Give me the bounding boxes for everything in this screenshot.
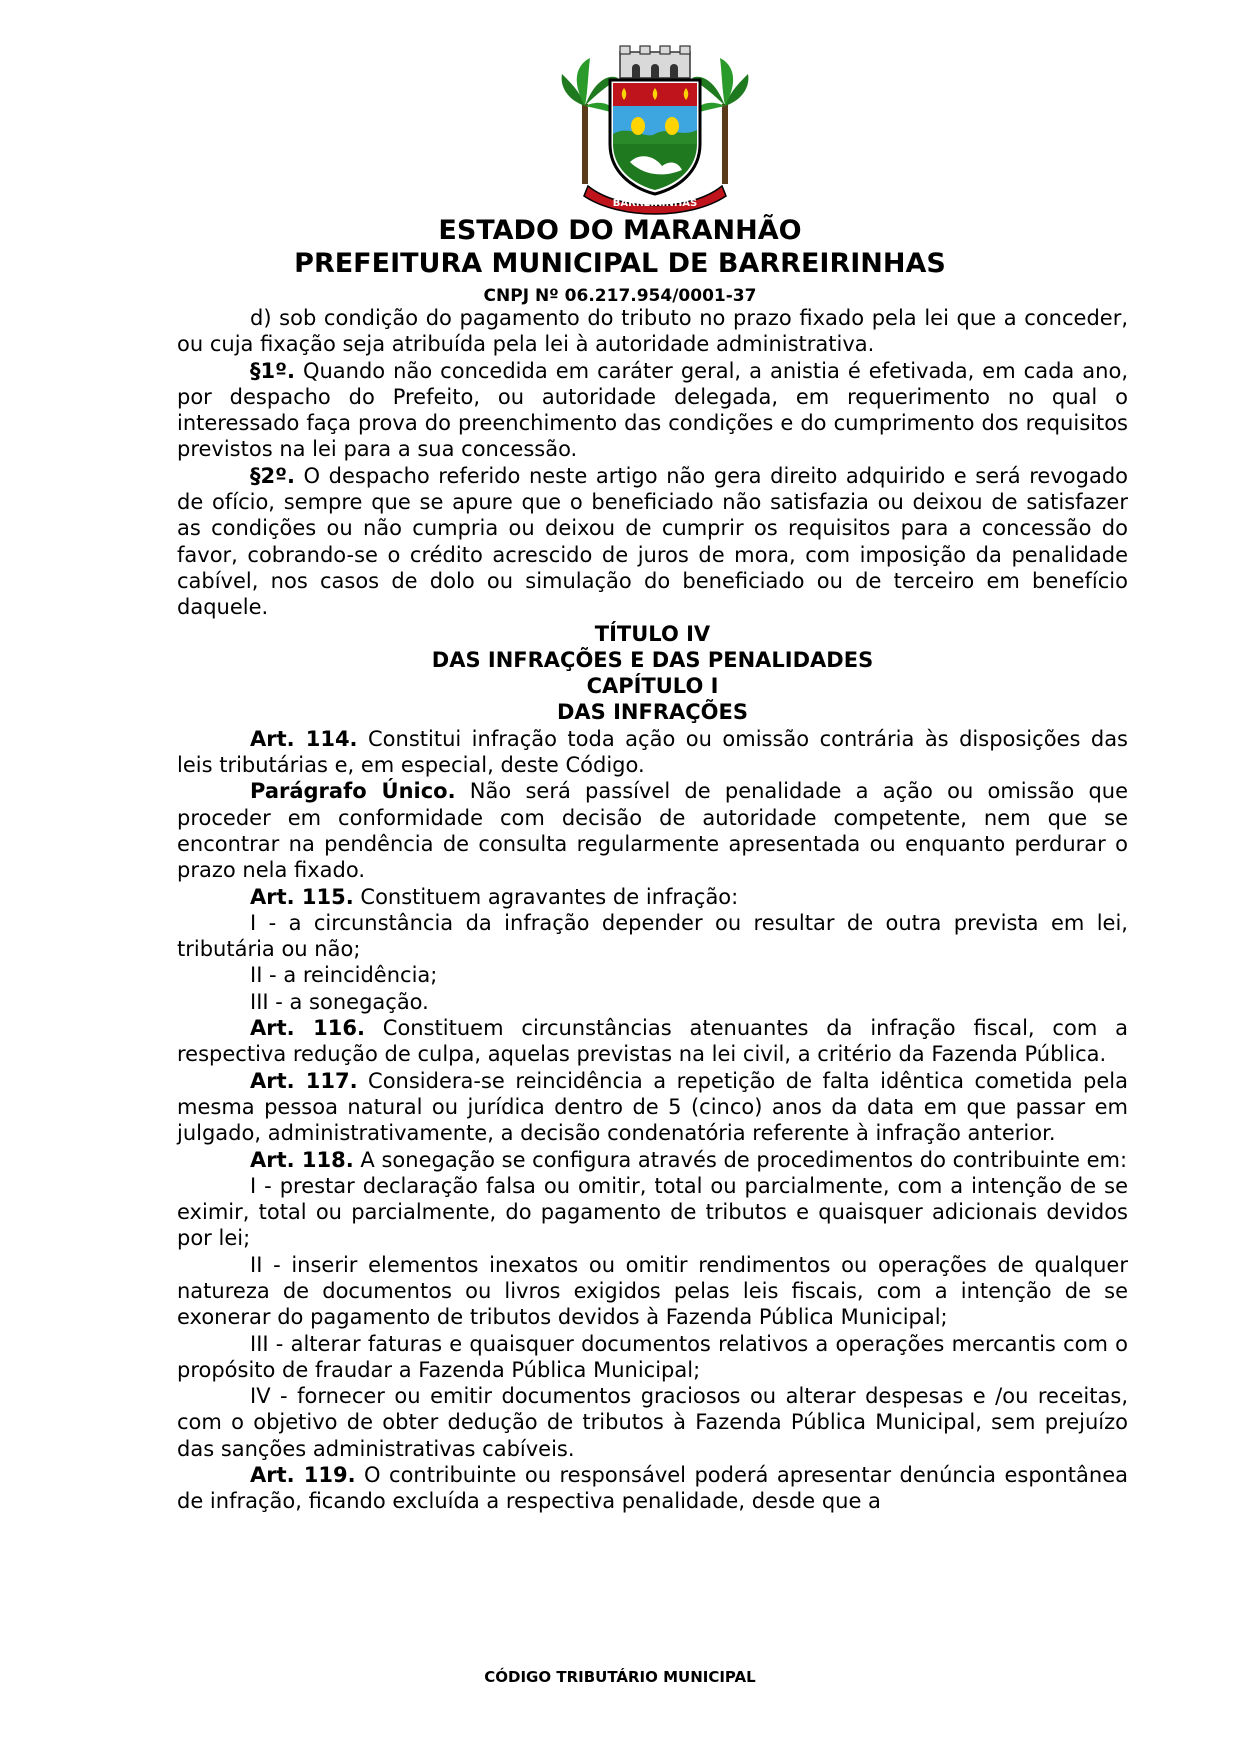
- paragraph-item-d: d) sob condição do pagamento do tributo no prazo fixado pela lei que a conceder, ou cuja fixação seja atribuída pela lei à autoridade administrativa.: [177, 306, 1128, 357]
- article-117: [177, 1068, 1128, 1147]
- art118-item-i: I - prestar declaração falsa ou omitir, total ou parcialmente, com a intenção de se eximir, total ou parcialmente, do pagamento de tributos e quaisquer adicionais devidos por lei;: [177, 1173, 1128, 1251]
- art118-item-iii: III - alterar faturas e quaisquer documentos relativos a operações mercantis com o propósito de fraudar a Fazenda Pública Municipal;: [177, 1331, 1128, 1382]
- capitulo-name-heading: DAS INFRAÇÕES: [556, 700, 748, 725]
- art115-text: Constituem agravantes de infração:: [353, 884, 739, 909]
- article-116: [177, 1015, 1128, 1068]
- crest-banner-text: BARREIRINHAS: [612, 198, 698, 209]
- municipal-coat-of-arms-icon: [560, 44, 750, 216]
- document-body: [177, 305, 1128, 1515]
- municipality-title: PREFEITURA MUNICIPAL DE BARREIRINHAS: [294, 248, 946, 279]
- art115-item-iii: III - a sonegação.: [250, 989, 429, 1014]
- titulo-name-heading: DAS INFRAÇÕES E DAS PENALIDADES: [431, 647, 874, 672]
- art118-item-ii: II - inserir elementos inexatos ou omitir rendimentos ou operações de qualquer natureza de documentos ou livros exigidos pelas leis fiscais, com a intenção de se exonerar do pagamento de tributos devidos à Fazenda Pública Municipal;: [177, 1252, 1128, 1330]
- paragrafo-unico: [177, 778, 1128, 883]
- art119-label: Art. 119.: [250, 1463, 356, 1488]
- shield: [610, 80, 700, 194]
- article-118: [177, 1147, 1128, 1173]
- art117-text: Considera-se reincidência a repetição de falta idêntica cometida pela mesma pessoa natural ou jurídica dentro de 5 (cinco) anos da data em que passar em julgado, administrativamente, a decisão condenatória referente à infração anterior.: [177, 1068, 1128, 1146]
- pu-label: Parágrafo Único.: [250, 779, 456, 804]
- art115-item-ii: II - a reincidência;: [250, 963, 438, 988]
- art117-label: Art. 117.: [250, 1068, 358, 1093]
- s2-label: §2º.: [250, 463, 295, 488]
- art114-text: Constitui infração toda ação ou omissão contrária às disposições das leis tributárias e, em especial, deste Código.: [177, 726, 1128, 778]
- art114-label: Art. 114.: [250, 726, 358, 751]
- page-footer: CÓDIGO TRIBUTÁRIO MUNICIPAL: [484, 1668, 756, 1686]
- art118-item-iv: IV - fornecer ou emitir documentos graciosos ou alterar despesas e /ou receitas, com o objetivo de obter dedução de tributos à Fazenda Pública Municipal, sem prejuízo das sanções administrativas cabíveis.: [177, 1384, 1128, 1461]
- s2-text: O despacho referido neste artigo não gera direito adquirido e será revogado de ofício, sempre que se apure que o beneficiado não satisfazia ou deixou de satisfazer as condições ou não cumpria ou deixou de cumprir os requisitos para a concessão do favor, cobrando-se o crédito acrescido de juros de mora, com imposição da penalidade cabível, nos casos de dolo ou simulação do beneficiado ou de terceiro em benefício daquele.: [177, 463, 1128, 620]
- article-119: [177, 1462, 1128, 1515]
- paragraph-s2: [177, 463, 1128, 621]
- art116-text: Constituem circunstâncias atenuantes da infração fiscal, com a respectiva redução de culpa, aquelas previstas na lei civil, a critério da Fazenda Pública.: [177, 1016, 1129, 1067]
- art116-label: Art. 116.: [250, 1016, 365, 1041]
- pu-text: Não será passível de penalidade a ação ou omissão que proceder em conformidade com decisão de autoridade competente, nem que se encontrar na pendência de consulta regularmente apresentada ou enquanto perdurar o prazo nela fixado.: [177, 779, 1129, 883]
- s1-label: §1º.: [250, 358, 295, 383]
- article-115: [177, 884, 1128, 910]
- mural-crown: [620, 46, 690, 78]
- article-114: [177, 726, 1128, 779]
- titulo-heading: TÍTULO IV: [594, 621, 711, 646]
- cnpj-line: CNPJ Nº 06.217.954/0001-37: [483, 286, 757, 306]
- s1-text: Quando não concedida em caráter geral, a anistia é efetivada, em cada ano, por despacho do Prefeito, ou autoridade delegada, em requerimento no qual o interessado faça prova do preenchimento das condições e do cumprimento dos requisitos previstos na lei para a sua concessão.: [177, 358, 1128, 462]
- art119-text: O contribuinte ou responsável poderá apresentar denúncia espontânea de infração, ficando excluída a respectiva penalidade, desde que a: [177, 1463, 1129, 1514]
- art115-item-i: I - a circunstância da infração depender ou resultar de outra prevista em lei, tributária ou não;: [177, 910, 1128, 962]
- capitulo-heading: CAPÍTULO I: [586, 674, 719, 699]
- state-title: ESTADO DO MARANHÃO: [438, 215, 802, 246]
- art115-label: Art. 115.: [250, 884, 354, 909]
- art118-text: A sonegação se configura através de procedimentos do contribuinte em:: [353, 1147, 1128, 1172]
- art118-label: Art. 118.: [250, 1147, 354, 1172]
- paragraph-s1: [177, 358, 1128, 463]
